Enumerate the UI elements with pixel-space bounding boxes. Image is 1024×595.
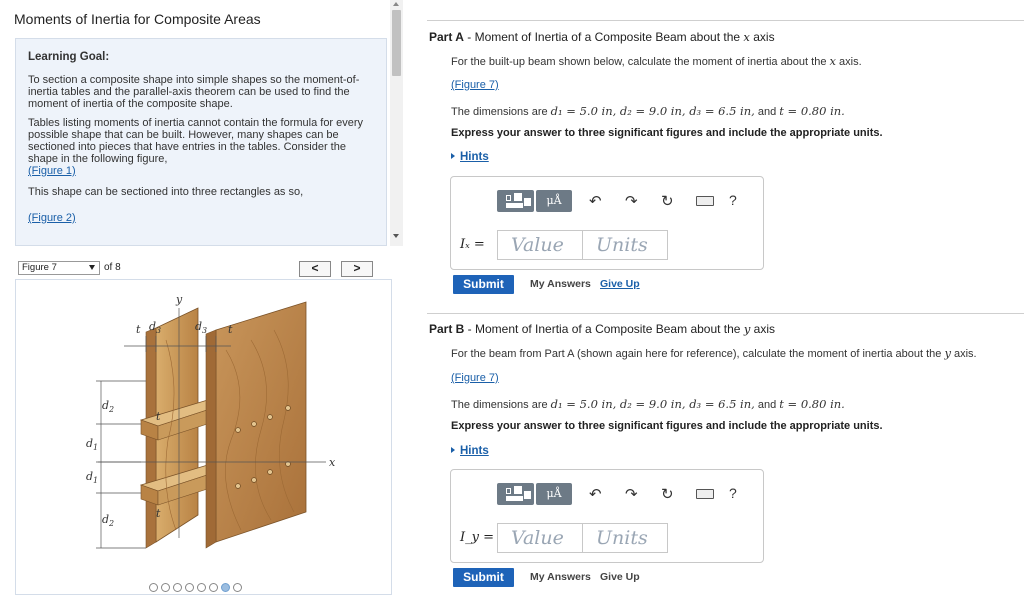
expand-triangle-icon — [451, 447, 455, 453]
expand-triangle-icon — [451, 153, 455, 159]
redo-icon[interactable]: ↷ — [625, 193, 638, 210]
fig-label-d3-right: d — [195, 320, 203, 333]
part-b-input-label: I_y = — [460, 530, 495, 545]
part-a-units-input[interactable]: Units — [582, 230, 668, 260]
svg-text:d3: $d_3$ — [149, 320, 162, 335]
scroll-up-arrow-icon[interactable] — [393, 2, 399, 6]
part-a-title: Part A - Moment of Inertia of a Composite Beam about the x axis — [429, 30, 775, 44]
svg-text:d1: $d_1$ — [86, 470, 99, 485]
part-b-my-answers-link[interactable]: My Answers — [530, 571, 591, 583]
divider-middle — [427, 313, 1024, 314]
part-b-answer-box — [450, 469, 764, 563]
part-a-submit-button[interactable]: Submit — [453, 275, 514, 294]
prev-figure-button[interactable]: < — [299, 261, 331, 277]
part-b-submit-button[interactable]: Submit — [453, 568, 514, 587]
part-b-title: Part B - Moment of Inertia of a Composite Beam about the y axis — [429, 322, 776, 336]
part-a-question: For the built-up beam shown below, calculate the moment of inertia about the x axis. — [451, 54, 862, 68]
fig-label-d2-upper: d — [102, 399, 110, 412]
scroll-down-arrow-icon[interactable] — [393, 234, 399, 238]
svg-text:d2: $d_2$ — [102, 513, 115, 528]
undo-icon[interactable]: ↶ — [589, 193, 602, 210]
part-b-math-toolbar — [497, 483, 754, 505]
part-b-units-input[interactable]: Units — [582, 523, 668, 553]
fig-label-x: x — [329, 456, 336, 469]
part-a-instructions: Express your answer to three significant figures and include the appropriate units. — [451, 127, 883, 139]
pagination-dot[interactable] — [185, 583, 194, 592]
fig-label-d1-upper: d — [86, 437, 94, 450]
svg-text:d1: $d_1$ — [86, 437, 99, 452]
panel-title: Moments of Inertia for Composite Areas — [14, 11, 261, 27]
fig-label-d2-lower: d — [102, 513, 110, 526]
templates-icon[interactable] — [497, 483, 534, 505]
pagination-dot[interactable] — [149, 583, 158, 592]
fig-label-d1-lower: d — [86, 470, 94, 483]
figure-count: of 8 — [104, 262, 121, 273]
part-a-give-up-link[interactable]: Give Up — [600, 278, 640, 290]
figure-pagination-dots[interactable] — [149, 583, 242, 592]
keyboard-icon[interactable] — [696, 489, 714, 499]
units-button[interactable]: μÅ — [536, 190, 572, 212]
sectioned-text: This shape can be sectioned into three rectangles as so, — [28, 186, 304, 198]
scroll-thumb[interactable] — [392, 10, 401, 76]
fig-label-d3-left: d — [149, 320, 157, 333]
figure-select[interactable] — [18, 261, 100, 275]
dropdown-arrow-icon — [89, 265, 95, 270]
figure-nav-bar — [15, 259, 392, 279]
part-a-input-label: Iₓ = — [460, 237, 485, 252]
redo-icon[interactable]: ↷ — [625, 486, 638, 503]
pagination-dot[interactable] — [161, 583, 170, 592]
part-b-hints-toggle[interactable]: Hints — [451, 445, 489, 457]
beam-figure — [16, 280, 391, 580]
part-a-value-input[interactable]: Value — [497, 230, 583, 260]
learning-goal-box — [15, 38, 387, 246]
help-icon[interactable]: ? — [729, 485, 737, 501]
figure-2-link[interactable]: (Figure 2) — [28, 212, 76, 224]
pagination-dot[interactable] — [197, 583, 206, 592]
pagination-dot[interactable] — [221, 583, 230, 592]
part-b-figure-link[interactable]: (Figure 7) — [451, 372, 499, 384]
next-figure-button[interactable]: > — [341, 261, 373, 277]
tables-text: Tables listing moments of inertia cannot contain the formula for every possible shape that can be built. However, many shapes can be sectioned into pieces that have entries in the tables. Consider the shape in the following figure, — [28, 117, 364, 165]
goal-text: To section a composite shape into simple shapes so the moment-of-inertia tables and the parallel-axis theorem can be used to find the moment of inertia of the composite shape. — [28, 74, 360, 110]
figure-1-link[interactable]: (Figure 1) — [28, 165, 76, 177]
fig-label-t-left: t — [136, 323, 141, 336]
part-a-hints-toggle[interactable]: Hints — [451, 151, 489, 163]
pagination-dot[interactable] — [233, 583, 242, 592]
pagination-dot[interactable] — [173, 583, 182, 592]
goal-scrollbar[interactable] — [390, 0, 403, 246]
right-panel — [413, 0, 1024, 595]
help-icon[interactable]: ? — [729, 192, 737, 208]
units-button[interactable]: μÅ — [536, 483, 572, 505]
part-a-dimensions: The dimensions are d₁ = 5.0 in, d₂ = 9.0 in, d₃ = 6.5 in, and t = 0.80 in. — [451, 104, 845, 118]
svg-text:d3: $d_3$ — [195, 320, 208, 335]
part-b-instructions: Express your answer to three significant figures and include the appropriate units. — [451, 420, 883, 432]
undo-icon[interactable]: ↶ — [589, 486, 602, 503]
part-a-answer-box — [450, 176, 764, 270]
right-board — [216, 302, 306, 542]
reset-icon[interactable]: ↻ — [661, 486, 674, 503]
part-a-my-answers-link[interactable]: My Answers — [530, 278, 591, 290]
left-panel — [0, 0, 405, 595]
part-a-figure-link[interactable]: (Figure 7) — [451, 79, 499, 91]
templates-icon[interactable] — [497, 190, 534, 212]
fig-label-t-lower: t — [156, 507, 161, 520]
svg-text:d2: $d_2$ — [102, 399, 115, 414]
part-b-question: For the beam from Part A (shown again here for reference), calculate the moment of inertia about the y axis. — [451, 346, 977, 360]
figure-frame — [15, 279, 392, 595]
goal-heading: Learning Goal: — [28, 51, 110, 63]
part-a-math-toolbar — [497, 190, 754, 212]
keyboard-icon[interactable] — [696, 196, 714, 206]
reset-icon[interactable]: ↻ — [661, 193, 674, 210]
fig-label-t-right: t — [228, 323, 233, 336]
fig-label-t-upper: t — [156, 410, 161, 423]
figure-select-value: Figure 7 — [22, 262, 57, 273]
part-b-value-input[interactable]: Value — [497, 523, 583, 553]
fig-label-y: y — [176, 293, 183, 306]
part-b-dimensions: The dimensions are d₁ = 5.0 in, d₂ = 9.0 in, d₃ = 6.5 in, and t = 0.80 in. — [451, 397, 845, 411]
divider-top — [427, 20, 1024, 21]
part-b-give-up-link[interactable]: Give Up — [600, 571, 640, 583]
pagination-dot[interactable] — [209, 583, 218, 592]
